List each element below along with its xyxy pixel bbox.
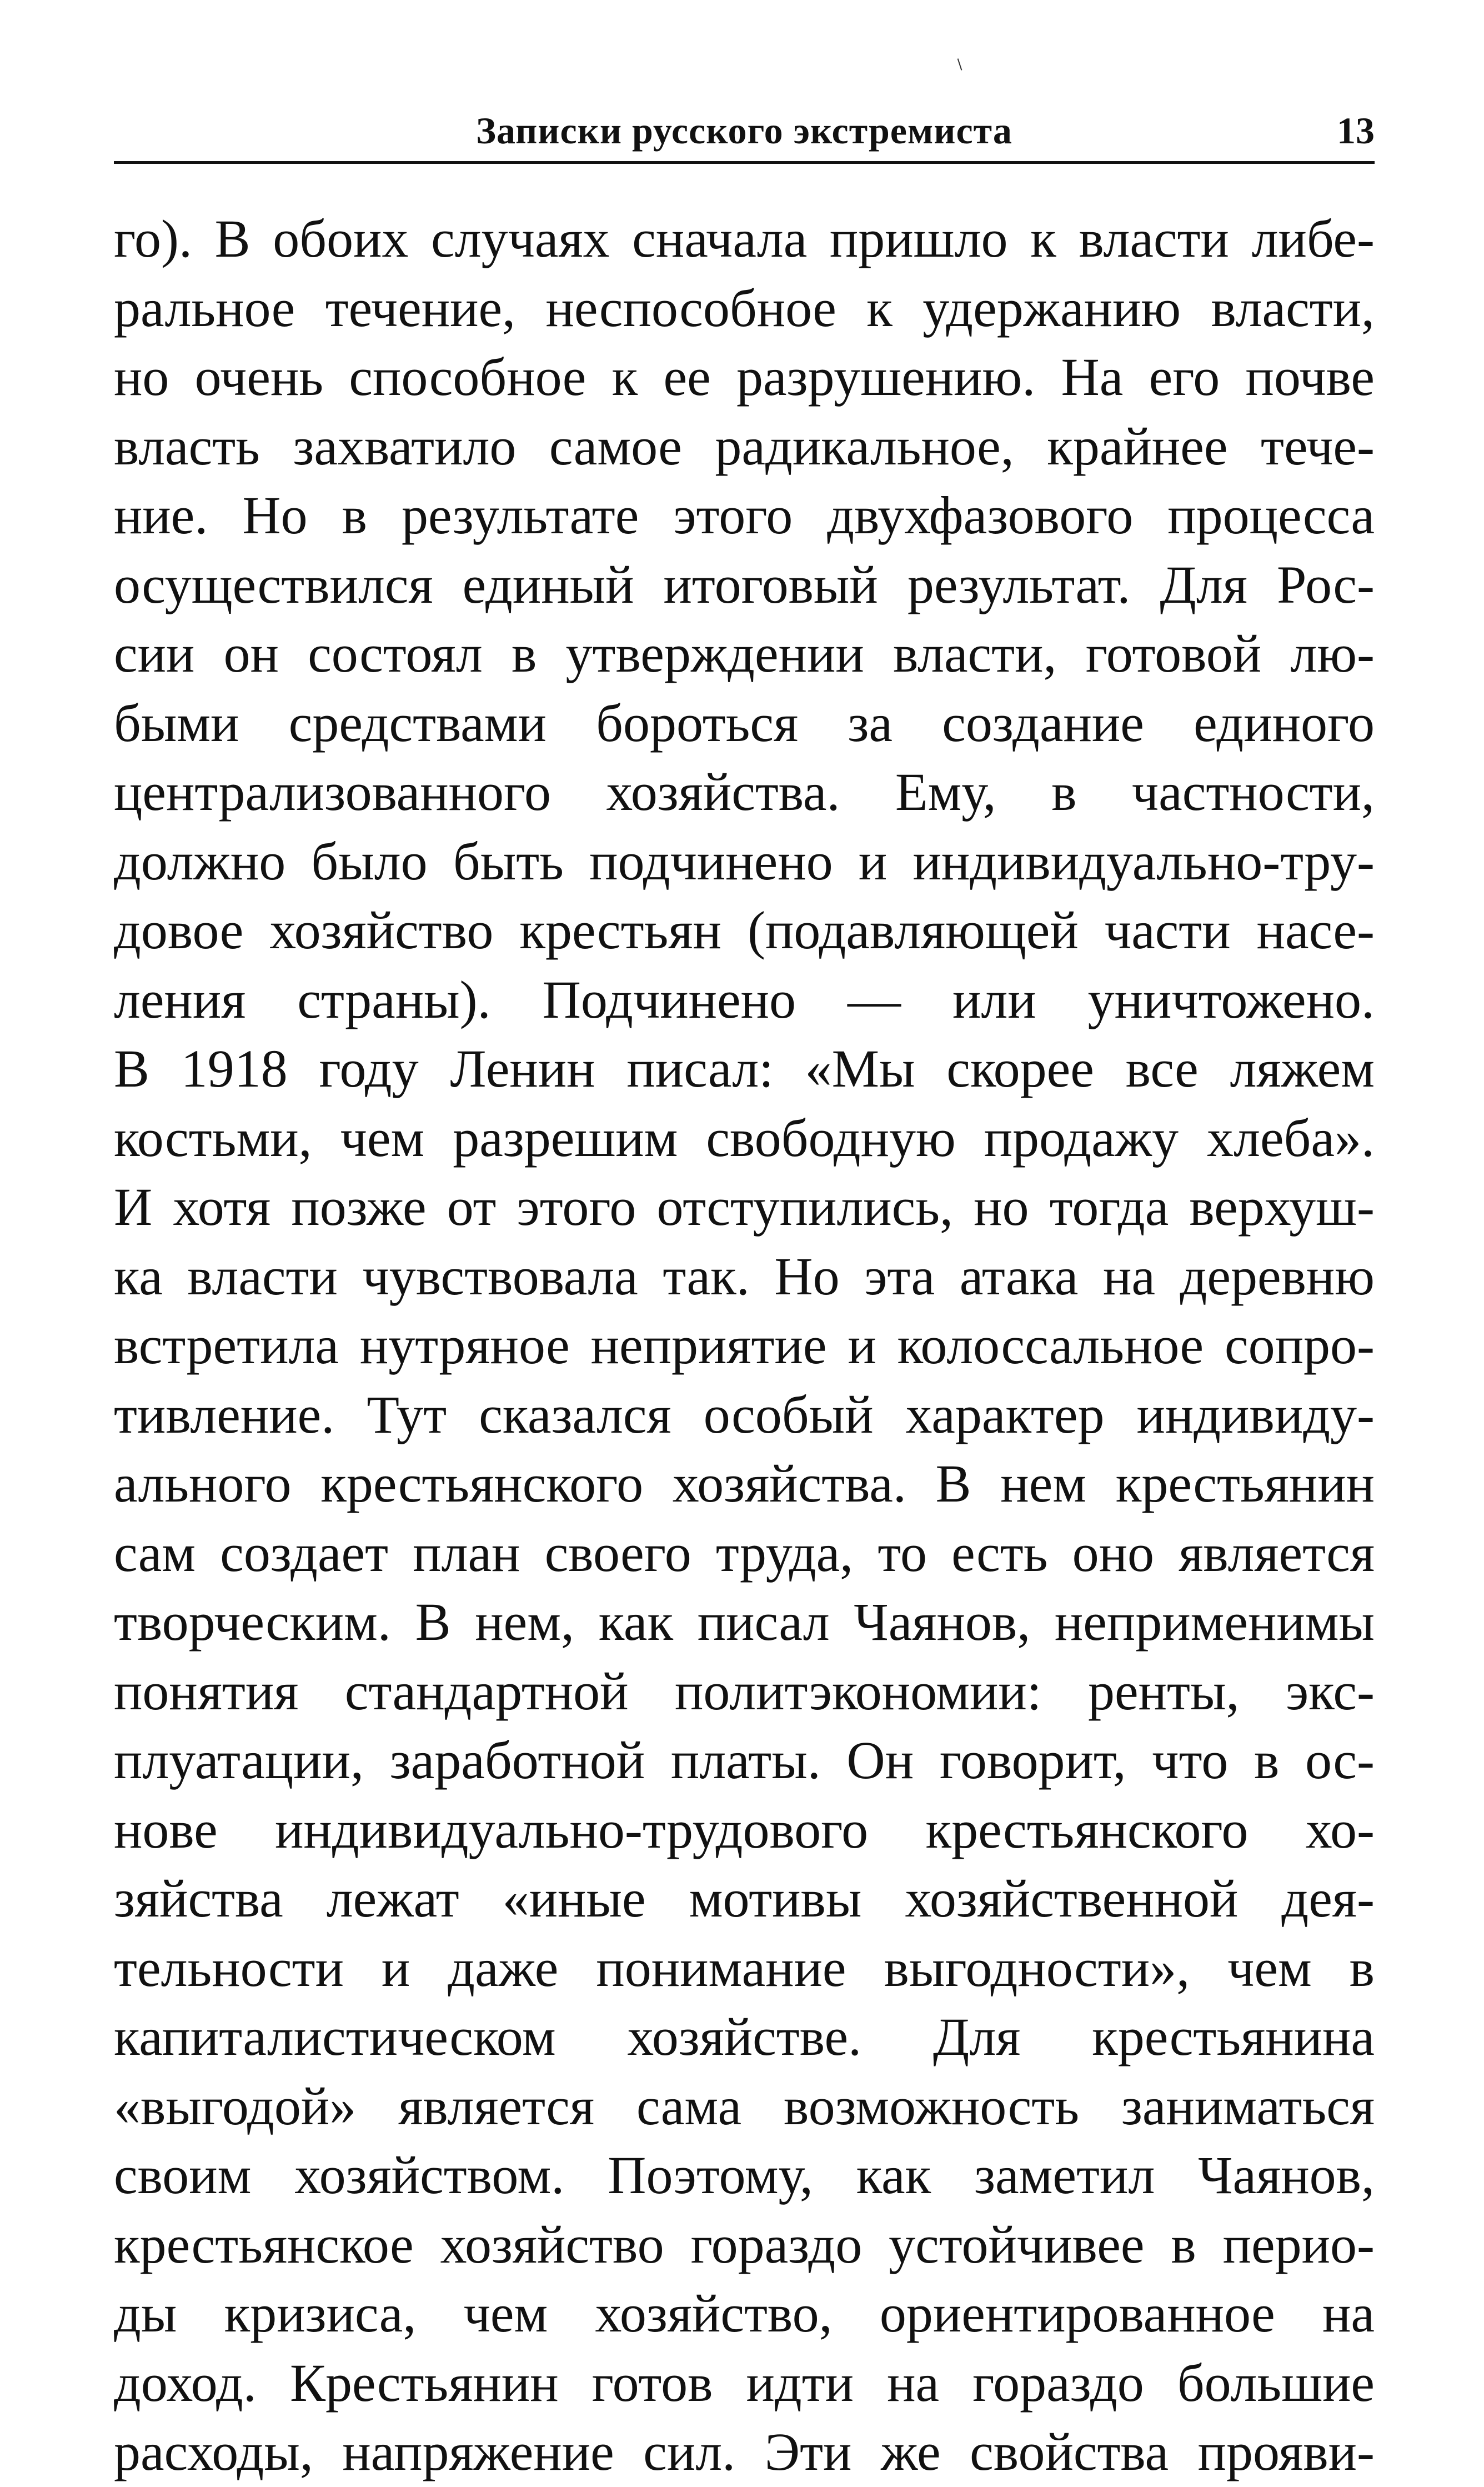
- page-number: 13: [1337, 109, 1375, 152]
- text-line: осуществился единый итоговый результат. Для Рос-: [114, 554, 1375, 614]
- text-line: сии он состоял в утверждении власти, готовой лю-: [114, 624, 1375, 683]
- text-line: тивление. Тут сказался особый характер индивиду-: [114, 1384, 1375, 1444]
- text-line: ды кризиса, чем хозяйство, ориентированное на: [114, 2284, 1375, 2343]
- text-line: И хотя позже от этого отступились, но тогда верхуш-: [114, 1177, 1375, 1237]
- text-line: централизованного хозяйства. Ему, в частности,: [114, 762, 1375, 822]
- text-line: ка власти чувствовала так. Но эта атака на деревню: [114, 1246, 1375, 1306]
- text-line: должно было быть подчинено и индивидуально-тру-: [114, 831, 1375, 891]
- text-line: го). В обоих случаях сначала пришло к власти либе-: [114, 209, 1375, 268]
- header-rule: [114, 161, 1375, 164]
- page-header: [114, 103, 1375, 158]
- text-line: творческим. В нем, как писал Чаянов, неприменимы: [114, 1592, 1375, 1652]
- text-line: встретила нутряное неприятие и колоссальное сопро-: [114, 1315, 1375, 1375]
- text-line: ального крестьянского хозяйства. В нем крестьянин: [114, 1454, 1375, 1513]
- text-line: костьми, чем разрешим свободную продажу хлеба».: [114, 1108, 1375, 1168]
- running-title: Записки русского экстремиста: [476, 109, 1012, 152]
- text-line: «выгодой» является сама возможность заниматься: [114, 2076, 1375, 2136]
- text-line: капиталистическом хозяйстве. Для крестьянина: [114, 2007, 1375, 2066]
- text-line: плуатации, заработной платы. Он говорит, что в ос-: [114, 1730, 1375, 1790]
- text-line: зяйства лежат «иные мотивы хозяйственной дея-: [114, 1869, 1375, 1928]
- text-line: ления страны). Подчинено — или уничтожено.: [114, 969, 1375, 1029]
- text-line: власть захватило самое радикальное, крайнее тече-: [114, 416, 1375, 476]
- text-line: но очень способное к ее разрушению. На его почве: [114, 347, 1375, 407]
- text-line: ральное течение, неспособное к удержанию власти,: [114, 278, 1375, 338]
- text-line: ние. Но в результате этого двухфазового процесса: [114, 486, 1375, 545]
- body-text: [114, 204, 1375, 2487]
- text-line: тельности и даже понимание выгодности», чем в: [114, 1938, 1375, 1998]
- text-line: В 1918 году Ленин писал: «Мы скорее все ляжем: [114, 1039, 1375, 1098]
- text-line: нове индивидуально-трудового крестьянского хо-: [114, 1799, 1375, 1859]
- text-line: понятия стандартной политэкономии: ренты, экс-: [114, 1661, 1375, 1721]
- text-line: сам создает план своего труда, то есть оно является: [114, 1523, 1375, 1583]
- text-line: крестьянское хозяйство гораздо устойчивее в перио-: [114, 2214, 1375, 2274]
- scan-mark: [957, 58, 962, 71]
- text-line: расходы, напряжение сил. Эти же свойства прояви-: [114, 2422, 1375, 2481]
- text-line: быми средствами бороться за создание единого: [114, 693, 1375, 753]
- text-line: своим хозяйством. Поэтому, как заметил Чаянов,: [114, 2145, 1375, 2205]
- text-line: доход. Крестьянин готов идти на гораздо большие: [114, 2353, 1375, 2413]
- text-line: довое хозяйство крестьян (подавляющей части насе-: [114, 900, 1375, 960]
